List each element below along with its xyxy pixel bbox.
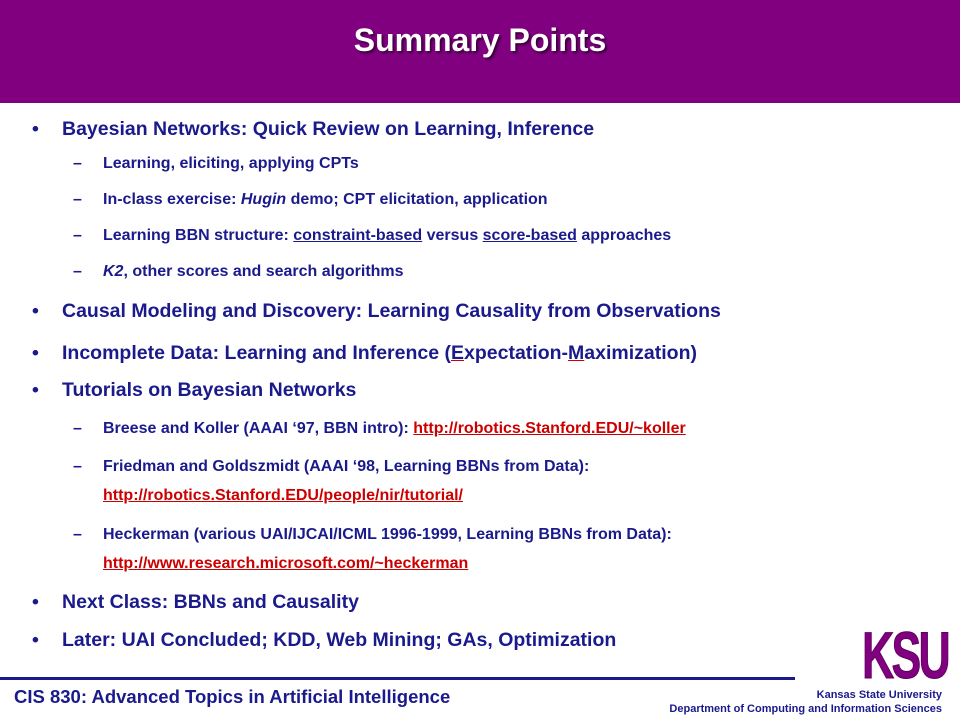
sub-bullet-friedman-goldszmidt: – Friedman and Goldszmidt (AAAI ‘98, Learning BBNs from Data):: [73, 458, 590, 475]
bullet-incomplete-data: • Incomplete Data: Learning and Inference (Expectation-Maximization): [62, 342, 697, 365]
bullet-causal-modeling: • Causal Modeling and Discovery: Learning Causality from Observations: [62, 300, 721, 323]
sub-bullet-cpts: – Learning, eliciting, applying CPTs: [73, 155, 359, 172]
footer-divider: [0, 677, 795, 680]
footer-affiliation: [669, 688, 942, 716]
department-name: Department of Computing and Information Sciences: [669, 703, 942, 715]
koller-link[interactable]: http://robotics.Stanford.EDU/~koller: [413, 420, 686, 437]
sub-bullet-bbn-structure: – Learning BBN structure: constraint-based versus score-based approaches: [73, 227, 672, 244]
ksu-logo-text: KSU: [862, 620, 949, 684]
bullet-later: • Later: UAI Concluded; KDD, Web Mining; GAs, Optimization: [62, 629, 616, 652]
sub-bullet-k2: – K2, other scores and search algorithms: [73, 263, 404, 280]
bullet-next-class: • Next Class: BBNs and Causality: [62, 591, 359, 614]
slide-title: Summary Points: [353, 22, 607, 58]
heckerman-link[interactable]: http://www.research.microsoft.com/~heckerman: [103, 555, 469, 572]
sub-bullet-friedman-link-line: [103, 487, 463, 505]
ksu-logo: [860, 620, 950, 684]
nir-tutorial-link[interactable]: http://robotics.Stanford.EDU/people/nir/tutorial/: [103, 487, 463, 504]
bullet-bayesian-networks: • Bayesian Networks: Quick Review on Learning, Inference: [62, 118, 594, 141]
sub-bullet-breese-koller: – Breese and Koller (AAAI ‘97, BBN intro): http://robotics.Stanford.EDU/~koller: [73, 420, 686, 437]
sub-bullet-in-class-exercise: – In-class exercise: Hugin demo; CPT elicitation, application: [73, 191, 548, 208]
course-title: CIS 830: Advanced Topics in Artificial Intelligence: [14, 686, 451, 707]
university-name: Kansas State University: [816, 689, 942, 701]
sub-bullet-heckerman-link-line: [103, 555, 468, 573]
title-banner: [0, 0, 960, 103]
bullet-tutorials: • Tutorials on Bayesian Networks: [62, 379, 356, 402]
sub-bullet-heckerman: – Heckerman (various UAI/IJCAI/ICML 1996-1999, Learning BBNs from Data):: [73, 526, 672, 543]
